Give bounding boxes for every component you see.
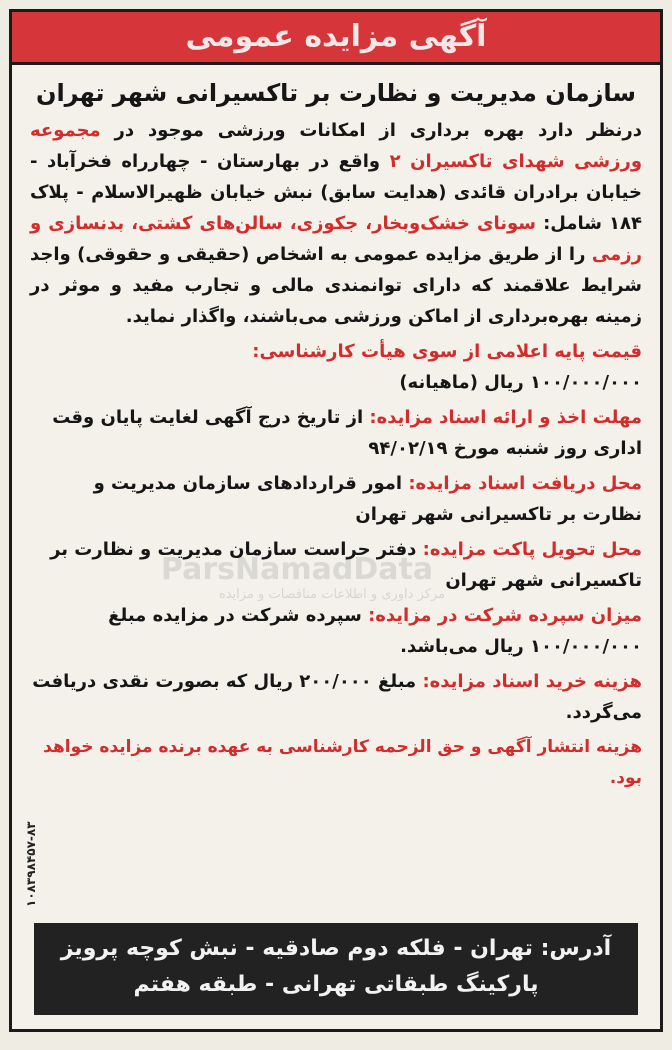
address-line-2: پارکینگ طبقاتی تهرانی - طبقه هفتم <box>133 972 539 997</box>
intro-text-3: واقع در بهارستان - چهارراه فخرآباد - خیابان برادران قائدی (هدایت سابق) نبش خیابان ظهیرالاسلام - پلاک ۱۸۴ شامل: <box>30 151 642 234</box>
deposit <box>30 600 642 662</box>
intro-paragraph <box>30 115 642 332</box>
ad-title: آگهی مزایده عمومی <box>185 19 487 54</box>
auction-ad <box>9 9 663 1032</box>
deposit-value: سپرده شرکت در مزایده مبلغ ۱۰۰/۰۰۰/۰۰۰ ریال می‌باشد. <box>108 605 642 657</box>
docs-cost <box>30 666 642 728</box>
base-price <box>30 336 642 398</box>
watermark-subtext: مرکز داوری و اطلاعات مناقصات و مزایده <box>218 587 446 602</box>
address-box <box>34 923 638 1015</box>
deadline <box>30 402 642 464</box>
deliver-envelope-value: دفتر حراست سازمان مدیریت و نظارت بر تاکسیرانی شهر تهران <box>50 539 642 591</box>
organization-name: سازمان مدیریت و نظارت بر تاکسیرانی شهر تهران <box>35 79 637 107</box>
receive-docs <box>30 468 642 530</box>
deposit-label: میزان سپرده شرکت در مزایده: <box>368 605 642 626</box>
facilities-list: سونای خشک‌وبخار، جکوزی، سالن‌های کشتی، بدنسازی و رزمی <box>30 213 642 265</box>
base-price-value: ۱۰۰/۰۰۰/۰۰۰ ریال (ماهیانه) <box>399 372 642 393</box>
ad-code: ۱۰۸۳۹۸۴۵۷-۸۳ <box>24 821 38 907</box>
watermark-text: ParsNamadData <box>160 552 434 587</box>
ad-header <box>12 12 660 65</box>
docs-cost-value: مبلغ ۲۰۰/۰۰۰ ریال که بصورت نقدی دریافت می‌گردد. <box>32 671 642 723</box>
base-price-label: قیمت پایه اعلامی از سوی هیأت کارشناسی: <box>252 341 642 362</box>
intro-text-1: درنظر دارد بهره برداری از امکانات ورزشی موجود در <box>114 120 642 141</box>
deadline-value: از تاریخ درج آگهی لغایت پایان وقت اداری روز شنبه مورخ ۹۴/۰۲/۱۹ <box>52 407 642 459</box>
sports-complex-name: مجموعه ورزشی شهدای تاکسیران ۲ <box>30 120 643 172</box>
intro-text-5: را از طریق مزایده عمومی به اشخاص (حقیقی و حقوقی) واجد شرایط علاقمند که دارای توانمندی مالی و تجارب مفید و موثر در زمینه بهره‌برداری از اماکن ورزشی می‌باشند، واگذار نماید. <box>30 244 642 327</box>
cost-note: هزینه انتشار آگهی و حق الزحمه کارشناسی به عهده برنده مزایده خواهد بود. <box>43 737 642 788</box>
deadline-label: مهلت اخذ و ارائه اسناد مزایده: <box>369 407 642 428</box>
ad-content <box>12 65 660 794</box>
address-line-1: آدرس: تهران - فلکه دوم صادقیه - نبش کوچه پرویز <box>60 936 612 961</box>
deliver-envelope-label: محل تحویل پاکت مزایده: <box>422 539 642 560</box>
receive-docs-value: امور قراردادهای سازمان مدیریت و نظارت بر تاکسیرانی شهر تهران <box>93 473 642 525</box>
receive-docs-label: محل دریافت اسناد مزایده: <box>408 473 642 494</box>
docs-cost-label: هزینه خرید اسناد مزایده: <box>422 671 642 692</box>
